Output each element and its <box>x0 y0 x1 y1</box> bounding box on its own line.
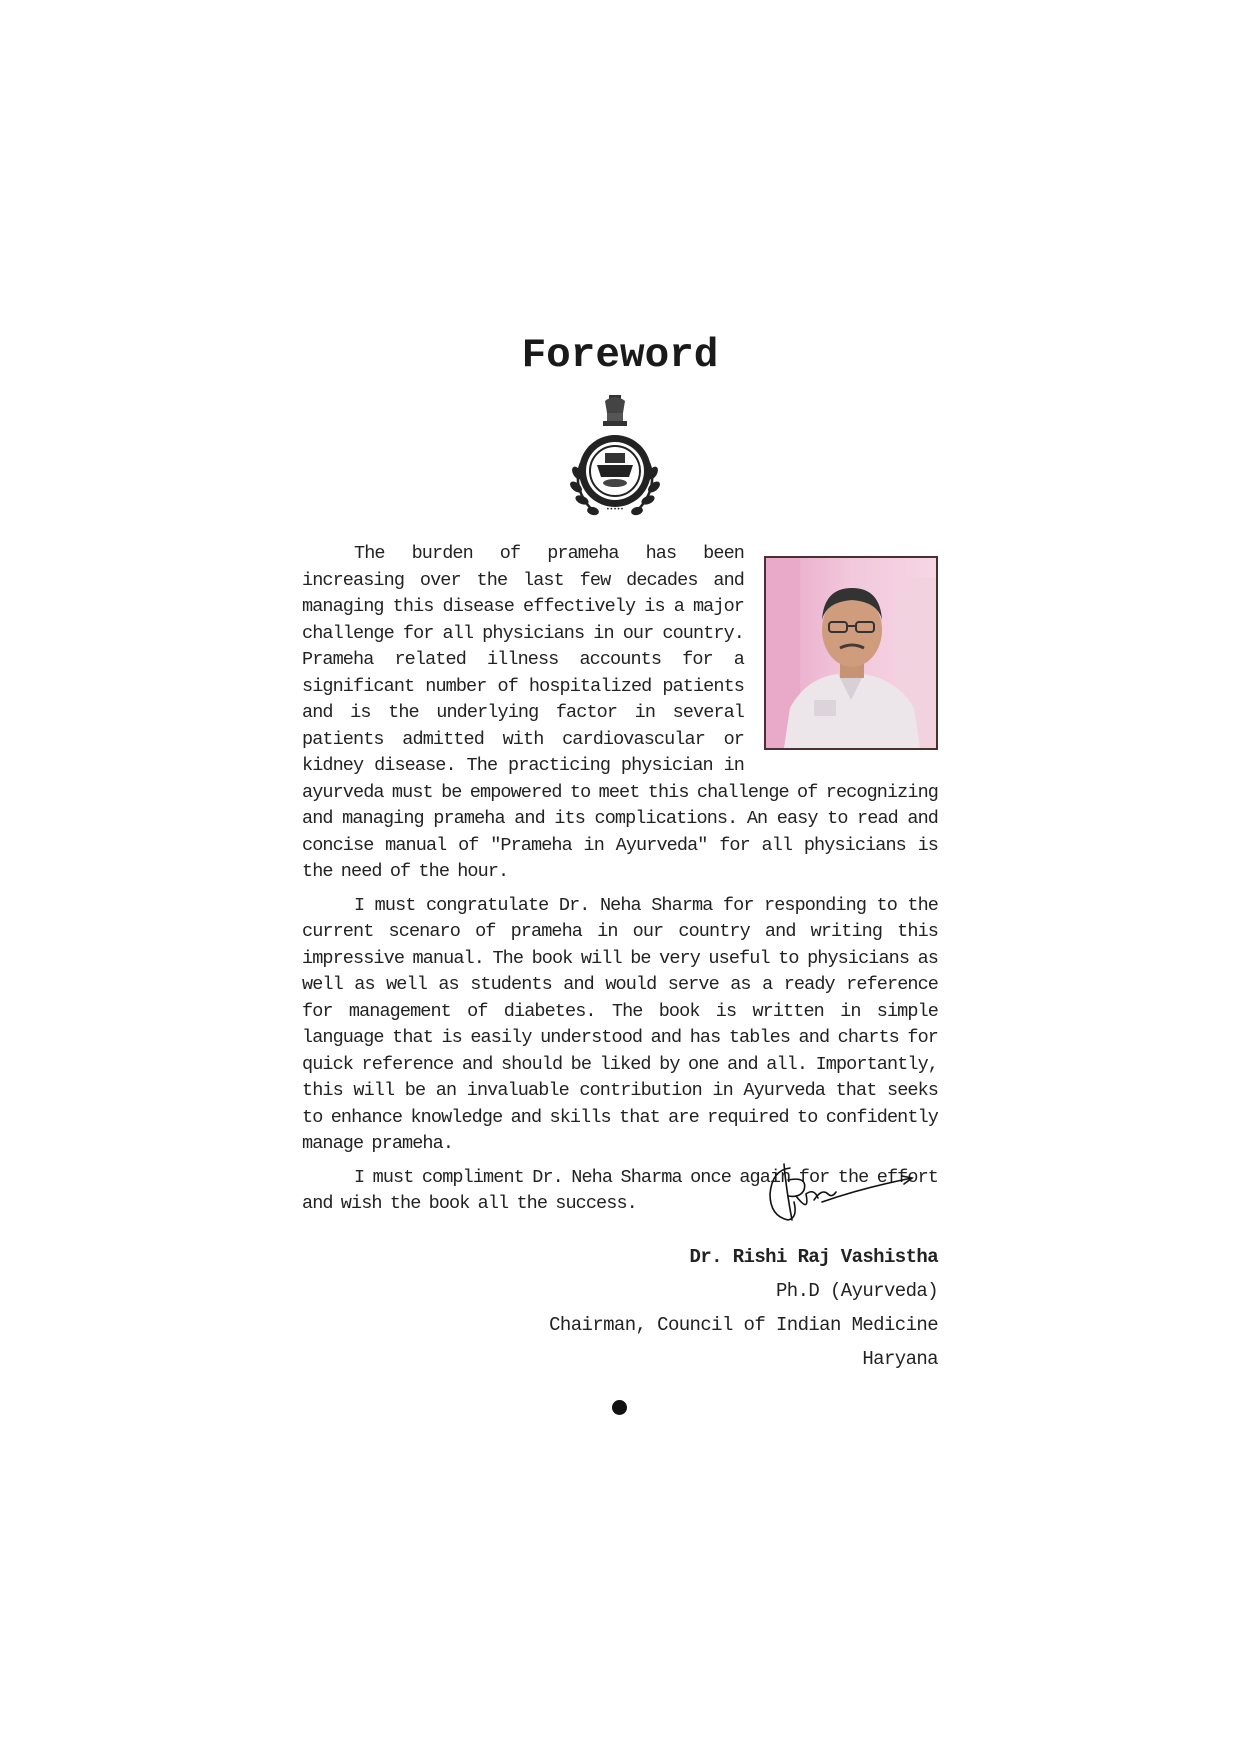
signatory-block <box>549 1240 938 1376</box>
author-photo <box>764 556 938 750</box>
foreword-body <box>302 541 938 1225</box>
page-title: Foreword <box>521 333 719 379</box>
svg-text:•••••: ••••• <box>606 506 624 513</box>
paragraph-3: I must compliment Dr. Neha Sharma once again for the effort and wish the book all the success. <box>302 1166 938 1214</box>
signature <box>762 1158 922 1228</box>
signatory-degree: Ph.D (Ayurveda) <box>775 1280 938 1302</box>
state-emblem-icon <box>563 393 667 523</box>
paragraph-1: The burden of prameha has been increasing over the last few decades and managing this disease effectively is a major challenge for all physicians in our country. Prameha related illness accounts for a significant number of hospitalized patients and is the underlying factor in several patients admitted with cardiovascular or kidney disease. The practicing physician in ayurveda must be empowered to meet this challenge of recognizing and managing prameha and its complications. An easy to read and concise manual of "Prameha in Ayurveda" for all physicians is the need of the hour. <box>302 543 938 882</box>
signatory-name: Dr. Rishi Raj Vashistha <box>689 1246 938 1268</box>
paragraph-2: I must congratulate Dr. Neha Sharma for responding to the current scenaro of prameha in our country and writing this impressive manual. The book will be very useful to physicians as well as well as students and would serve as a ready reference for management of diabetes. The book is written in simple language that is easily understood and has tables and charts for quick reference and should be liked by one and all. Importantly, this will be an invaluable contribution in Ayurveda that seeks to enhance knowledge and skills that are required to confidently manage prameha. <box>302 894 938 1154</box>
signatory-place: Haryana <box>862 1348 938 1370</box>
page-marker-dot <box>612 1400 627 1415</box>
signatory-position: Chairman, Council of Indian Medicine <box>549 1314 938 1336</box>
